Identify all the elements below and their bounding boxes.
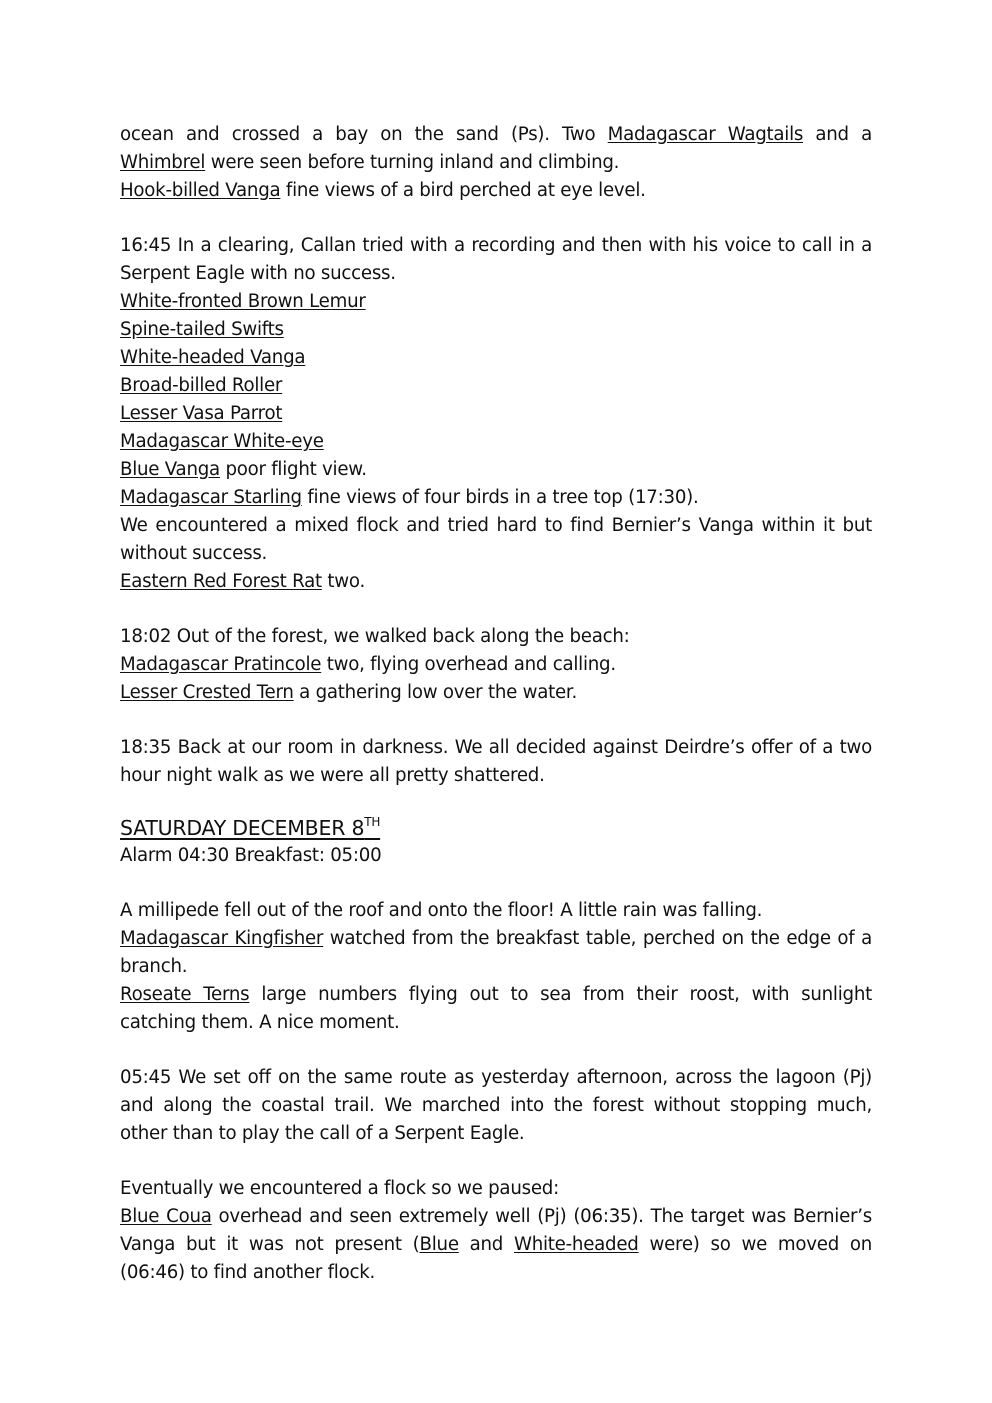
species-name: White-fronted Brown Lemur <box>120 291 366 312</box>
text-segment: large numbers flying out to sea from their roost, with sunlight catching them. A nice moment. <box>120 984 872 1033</box>
paragraph-spacer <box>120 205 872 232</box>
paragraph <box>120 1175 872 1287</box>
text-segment: and a <box>803 124 873 145</box>
day-heading <box>120 809 872 842</box>
section-saturday <box>120 897 872 1287</box>
text-line <box>120 372 872 400</box>
species-name: Lesser Vasa Parrot <box>120 403 283 424</box>
alarm-line: Alarm 04:30 Breakfast: 05:00 <box>120 845 382 866</box>
text-segment: Eventually we encountered a flock so we paused: <box>120 1178 559 1199</box>
paragraph-spacer <box>120 1148 872 1175</box>
paragraph <box>120 232 872 596</box>
text-segment: were seen before turning inland and climbing. <box>205 152 620 173</box>
text-segment: and <box>458 1234 514 1255</box>
text-segment: 18:35 Back at our room in darkness. We all decided against Deirdre’s offer of a two hour night walk as we were all pretty shattered. <box>120 737 872 786</box>
text-segment: fine views of a bird perched at eye level. <box>280 180 646 201</box>
text-segment: fine views of four birds in a tree top (17:30). <box>301 487 699 508</box>
text-segment: were) so we moved on (06:46) to find another flock. <box>120 1234 873 1283</box>
paragraph-spacer <box>120 707 872 734</box>
species-name: Broad-billed Roller <box>120 375 283 396</box>
spacer <box>120 790 872 809</box>
paragraph <box>120 121 872 205</box>
species-name: Madagascar Wagtails <box>607 124 804 145</box>
text-line <box>120 623 872 651</box>
text-line <box>120 679 872 707</box>
species-name: Madagascar Pratincole <box>120 654 322 675</box>
paragraph <box>120 1064 872 1148</box>
species-name: White-headed <box>513 1234 639 1255</box>
text-line <box>120 1064 872 1148</box>
species-name: Eastern Red Forest Rat <box>120 571 322 592</box>
paragraph-spacer <box>120 596 872 623</box>
species-name: Madagascar White-eye <box>120 431 324 452</box>
text-line <box>120 1203 872 1287</box>
species-name: Hook-billed Vanga <box>120 180 281 201</box>
text-line <box>120 897 872 925</box>
paragraph <box>120 734 872 790</box>
text-line <box>120 1175 872 1203</box>
text-line <box>120 428 872 456</box>
text-segment: A millipede fell out of the roof and onto the floor! A little rain was falling. <box>120 900 763 921</box>
text-line <box>120 734 872 790</box>
text-segment: two. <box>321 571 365 592</box>
text-line <box>120 484 872 512</box>
text-segment: a gathering low over the water. <box>293 682 578 703</box>
species-name: Roseate Terns <box>120 984 250 1005</box>
species-name: Spine-tailed Swifts <box>120 319 284 340</box>
text-line <box>120 232 872 288</box>
species-name: Madagascar Starling <box>120 487 302 508</box>
text-line <box>120 288 872 316</box>
species-name: Madagascar Kingfisher <box>120 928 324 949</box>
species-name: Blue Coua <box>120 1206 212 1227</box>
section-previous-day <box>120 121 872 790</box>
text-line <box>120 512 872 568</box>
text-segment: 16:45 In a clearing, Callan tried with a recording and then with his voice to call in a Serpent Eagle with no success. <box>120 235 872 284</box>
text-segment: watched from the breakfast table, perched on the edge of a branch. <box>120 928 872 977</box>
species-name: Whimbrel <box>120 152 206 173</box>
species-name: White-headed Vanga <box>120 347 306 368</box>
text-line <box>120 651 872 679</box>
paragraph <box>120 897 872 1037</box>
text-line <box>120 925 872 981</box>
text-segment: 05:45 We set off on the same route as yesterday afternoon, across the lagoon (Pj) and along the coastal trail. We marched into the forest without stopping much, other than to play the call of a Serpent Eagle. <box>120 1067 872 1144</box>
text-segment: overhead and seen extremely well (Pj) (06:35). The target was Bernier’s Vanga but it was not present ( <box>120 1206 873 1255</box>
text-line <box>120 981 872 1037</box>
text-segment: 18:02 Out of the forest, we walked back along the beach: <box>120 626 630 647</box>
species-name: Lesser Crested Tern <box>120 682 294 703</box>
day-heading-suffix: TH <box>364 815 381 829</box>
spacer <box>120 870 872 897</box>
text-line <box>120 121 872 177</box>
text-segment: two, flying overhead and calling. <box>321 654 616 675</box>
paragraph-spacer <box>120 1037 872 1064</box>
text-line <box>120 400 872 428</box>
text-line <box>120 456 872 484</box>
text-segment: ocean and crossed a bay on the sand (Ps). Two <box>120 124 608 145</box>
day-heading-text: SATURDAY DECEMBER 8 <box>120 816 365 840</box>
text-line <box>120 344 872 372</box>
page-content <box>120 121 872 1287</box>
text-segment: We encountered a mixed flock and tried hard to find Bernier’s Vanga within it but without success. <box>120 515 872 564</box>
text-line <box>120 316 872 344</box>
species-name: Blue Vanga <box>120 459 220 480</box>
text-line <box>120 568 872 596</box>
text-segment: poor flight view. <box>219 459 367 480</box>
paragraph <box>120 623 872 707</box>
text-line <box>120 177 872 205</box>
species-name: Blue <box>419 1234 459 1255</box>
